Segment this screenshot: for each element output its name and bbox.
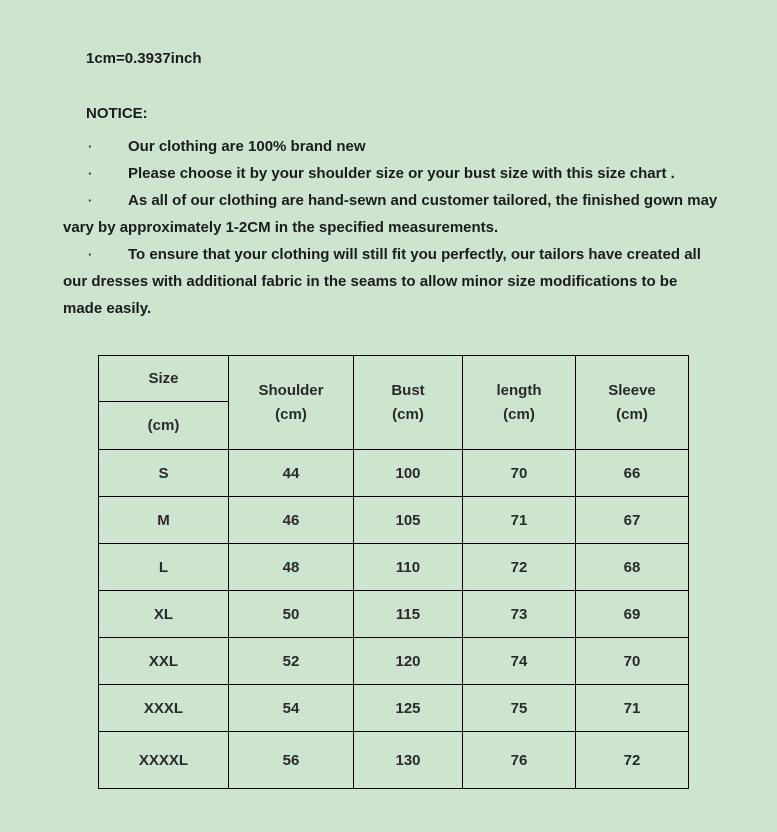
cell-length: 74 (463, 638, 576, 685)
header-sleeve-label: Sleeve (608, 382, 656, 399)
table-row (99, 591, 689, 638)
header-size-label: Size (99, 356, 229, 402)
notice-item (63, 241, 718, 322)
table-row (99, 450, 689, 497)
header-length-label: length (496, 382, 542, 399)
cell-bust: 130 (354, 732, 463, 789)
table-row (99, 732, 689, 789)
cell-length: 75 (463, 685, 576, 732)
cell-length: 70 (463, 450, 576, 497)
cell-size: XXL (99, 638, 229, 685)
cell-size: XL (99, 591, 229, 638)
cell-length: 73 (463, 591, 576, 638)
cm-inch-conversion-note: 1cm=0.3937inch (86, 50, 202, 67)
cell-shoulder: 56 (229, 732, 354, 789)
cell-sleeve: 67 (576, 497, 689, 544)
bullet-dot-icon: · (88, 193, 93, 208)
table-row (99, 638, 689, 685)
header-bust-unit: (cm) (392, 406, 424, 423)
notice-item-text: As all of our clothing are hand-sewn and customer tailored, the finished gown may vary by approximately 1-2CM in the specified measurements. (63, 192, 718, 236)
cell-size: XXXL (99, 685, 229, 732)
table-row (99, 544, 689, 591)
header-shoulder (229, 356, 354, 450)
table-row (99, 497, 689, 544)
cell-bust: 105 (354, 497, 463, 544)
header-bust (354, 356, 463, 450)
cell-bust: 100 (354, 450, 463, 497)
header-length (463, 356, 576, 450)
notice-list (63, 133, 718, 322)
header-bust-label: Bust (391, 382, 425, 399)
cell-shoulder: 46 (229, 497, 354, 544)
notice-item-text: Please choose it by your shoulder size or your bust size with this size chart . (128, 165, 675, 182)
cell-sleeve: 71 (576, 685, 689, 732)
header-sleeve-unit: (cm) (616, 406, 648, 423)
notice-heading: NOTICE: (86, 105, 148, 122)
cell-bust: 115 (354, 591, 463, 638)
cell-shoulder: 44 (229, 450, 354, 497)
notice-item (63, 133, 718, 160)
table-row (99, 685, 689, 732)
cell-shoulder: 50 (229, 591, 354, 638)
cell-size: S (99, 450, 229, 497)
cell-bust: 120 (354, 638, 463, 685)
notice-item-text: Our clothing are 100% brand new (128, 138, 366, 155)
cell-length: 76 (463, 732, 576, 789)
size-chart-table (98, 355, 689, 789)
cell-sleeve: 68 (576, 544, 689, 591)
notice-item (63, 187, 718, 241)
header-sleeve (576, 356, 689, 450)
cell-bust: 110 (354, 544, 463, 591)
cell-sleeve: 70 (576, 638, 689, 685)
bullet-dot-icon: · (88, 139, 93, 154)
cell-bust: 125 (354, 685, 463, 732)
notice-item (63, 160, 718, 187)
cell-sleeve: 69 (576, 591, 689, 638)
header-shoulder-label: Shoulder (258, 382, 324, 399)
header-length-unit: (cm) (503, 406, 535, 423)
cell-length: 72 (463, 544, 576, 591)
cell-size: XXXXL (99, 732, 229, 789)
header-shoulder-unit: (cm) (275, 406, 307, 423)
cell-length: 71 (463, 497, 576, 544)
cell-size: L (99, 544, 229, 591)
bullet-dot-icon: · (88, 166, 93, 181)
cell-shoulder: 54 (229, 685, 354, 732)
notice-item-text: To ensure that your clothing will still fit you perfectly, our tailors have created all our dresses with additional fabric in the seams to allow minor size modifications to be made easily. (63, 246, 701, 317)
cell-shoulder: 48 (229, 544, 354, 591)
cell-sleeve: 72 (576, 732, 689, 789)
header-size-unit: (cm) (99, 402, 229, 450)
bullet-dot-icon: · (88, 247, 93, 262)
cell-size: M (99, 497, 229, 544)
cell-shoulder: 52 (229, 638, 354, 685)
cell-sleeve: 66 (576, 450, 689, 497)
